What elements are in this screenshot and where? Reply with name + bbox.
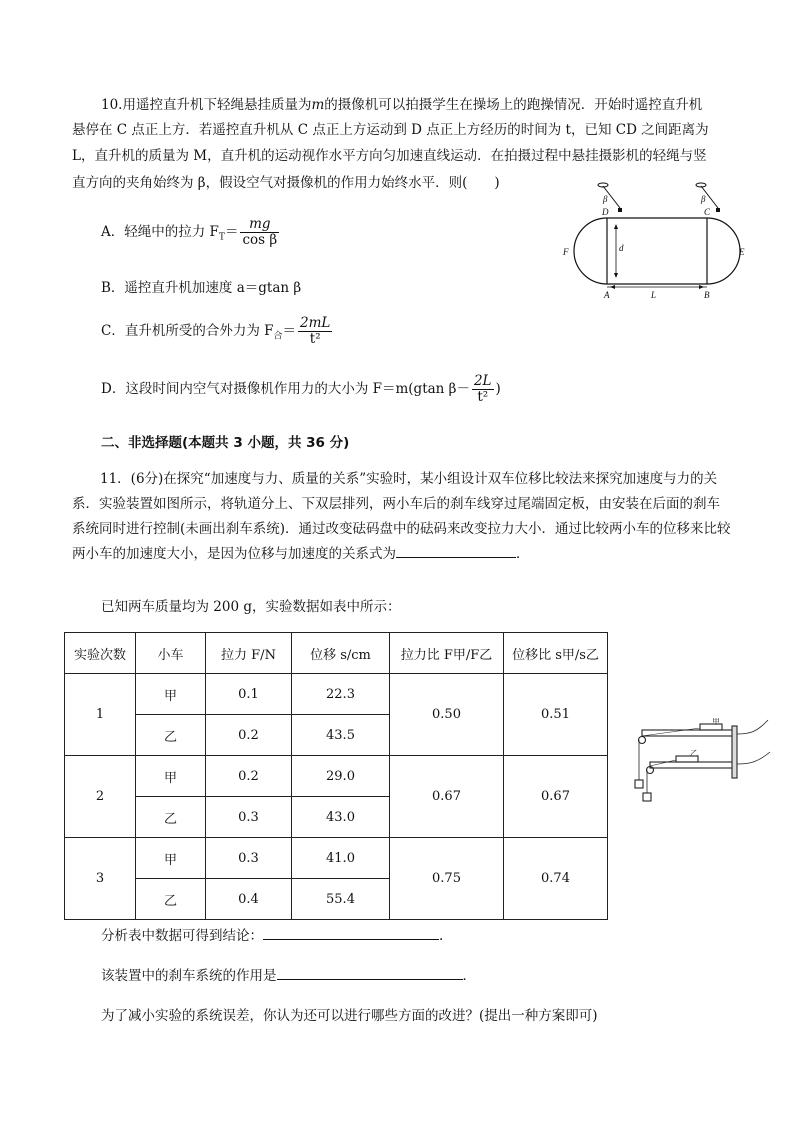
q10-line-4: 直方向的夹角始终为 β，假设空气对摄像机的作用力始终水平．则( ) [72, 175, 500, 191]
table-cell: 甲 [136, 756, 206, 797]
label-D: D [602, 207, 609, 217]
th-trial: 实验次数 [65, 633, 136, 674]
table-cell: 乙 [136, 879, 206, 920]
table-cell: 43.5 [292, 715, 390, 756]
q10-option-d: D．这段时间内空气对摄像机作用力的大小为 F＝m(gtan β－ $\frac{2L}{\text{t²}}$ ) [101, 373, 501, 405]
table-cell: 0.75 [390, 838, 504, 920]
camera-right [716, 208, 720, 212]
pulley-upper [639, 737, 646, 744]
th-force: 拉力 F/N [206, 633, 292, 674]
table-row [65, 756, 608, 797]
table-cell: 甲 [136, 674, 206, 715]
table-cell: 0.4 [206, 879, 292, 920]
table-cell: 乙 [136, 797, 206, 838]
table-cell: 0.1 [206, 674, 292, 715]
th-force-ratio: 拉力比 F甲/F乙 [390, 633, 504, 674]
table-cell: 43.0 [292, 797, 390, 838]
th-disp-ratio: 位移比 s甲/s乙 [504, 633, 608, 674]
label-cart-yi: 乙 [690, 749, 698, 758]
label-cart-jia: 甲 [712, 718, 720, 726]
q10-option-a: A．轻绳中的拉力 $F_T=$ $\frac{mg}{\text{cos β}}$ [101, 216, 278, 248]
table-row [65, 838, 608, 879]
table-cell: 0.2 [206, 756, 292, 797]
table-cell: 55.4 [292, 879, 390, 920]
camera-left [618, 208, 622, 212]
label-beta-right: β [701, 194, 706, 204]
label-beta-left: β [603, 194, 608, 204]
table-cell: 2 [65, 756, 136, 838]
q10-line-3: L，直升机的质量为 M，直升机的运动视作水平方向匀加速直线运动．在拍摄过程中悬挂摄影机的轻绳与竖 [72, 148, 707, 164]
apparatus-diagram [632, 718, 772, 806]
label-C: C [704, 207, 711, 217]
end-board [732, 726, 737, 778]
q11-blank-brake[interactable] [277, 965, 463, 980]
table-cell: 0.50 [390, 674, 504, 756]
table-cell: 0.67 [504, 756, 608, 838]
table-cell: 22.3 [292, 674, 390, 715]
table-cell: 41.0 [292, 838, 390, 879]
label-F: F [563, 247, 569, 257]
q11-blank-relation[interactable] [396, 543, 516, 558]
table-cell: 29.0 [292, 756, 390, 797]
q11-blank-conclusion[interactable] [263, 925, 439, 940]
table-cell: 0.2 [206, 715, 292, 756]
table-cell: 甲 [136, 838, 206, 879]
label-d: d [619, 243, 624, 253]
upper-track [642, 730, 734, 736]
th-car: 小车 [136, 633, 206, 674]
table-cell: 0.3 [206, 797, 292, 838]
table-header-row [65, 633, 608, 674]
q11-data-table [64, 632, 608, 920]
q11-mass-line: 已知两车质量均为 200 g，实验数据如表中所示： [101, 599, 401, 615]
table-row [65, 674, 608, 715]
brake-line-upper [737, 720, 768, 734]
q11-conclusion: 分析表中数据可得到结论： . [101, 924, 443, 944]
weight-pan-upper [635, 780, 643, 788]
track-outline [574, 218, 740, 284]
table-cell: 0.67 [390, 756, 504, 838]
weight-pan-lower [643, 793, 651, 801]
label-B: B [704, 290, 710, 300]
q10-line-1: 10.用遥控直升机下轻绳悬挂质量为m的摄像机可以拍摄学生在操场上的跑操情况．开始时遥控直升机 [101, 97, 703, 113]
label-L: L [651, 290, 657, 300]
q11-improve: 为了减小实验的系统误差，你认为还可以进行哪些方面的改进？(提出一种方案即可) [101, 1008, 598, 1024]
table-cell: 0.74 [504, 838, 608, 920]
q10-line-2: 悬停在 C 点正上方．若遥控直升机从 C 点正上方运动到 D 点正上方经历的时间为 t，已知 CD 之间距离为 [72, 122, 709, 138]
table-cell: 0.3 [206, 838, 292, 879]
table-cell: 1 [65, 674, 136, 756]
brake-line-lower [737, 752, 770, 764]
label-A: A [604, 290, 610, 300]
table-cell: 3 [65, 838, 136, 920]
q11-brake: 该装置中的刹车系统的作用是 ． [101, 964, 476, 984]
table-cell: 乙 [136, 715, 206, 756]
q10-option-b: B．遥控直升机加速度 a＝gtan β [101, 280, 302, 296]
section-2-title: 二、非选择题(本题共 3 小题，共 36 分) [101, 435, 350, 451]
th-displacement: 位移 s/cm [292, 633, 390, 674]
q10-option-c: C．直升机所受的合外力为 $F_合=$ $\frac{2mL}{\text{t²}}$ [101, 315, 331, 347]
q11-stem: 11．(6分)在探究“加速度与力、质量的关系”实验时，某小组设计双车位移比较法来探究加速度与力的关系．实验装置如图所示，将轨道分上、下双层排列，两小车后的刹车线穿过尾端固定板，由安装在后面的刹车系统同时进行控制(未画出刹车系统)．通过改变砝码盘中的砝码来改变拉力大小．通过比较两小车的位移来比较两小车的加速度大小，是因为位移与加速度的关系式为 ． [72, 471, 731, 562]
table-cell: 0.51 [504, 674, 608, 756]
track-diagram [555, 178, 755, 303]
label-E: E [739, 247, 745, 257]
